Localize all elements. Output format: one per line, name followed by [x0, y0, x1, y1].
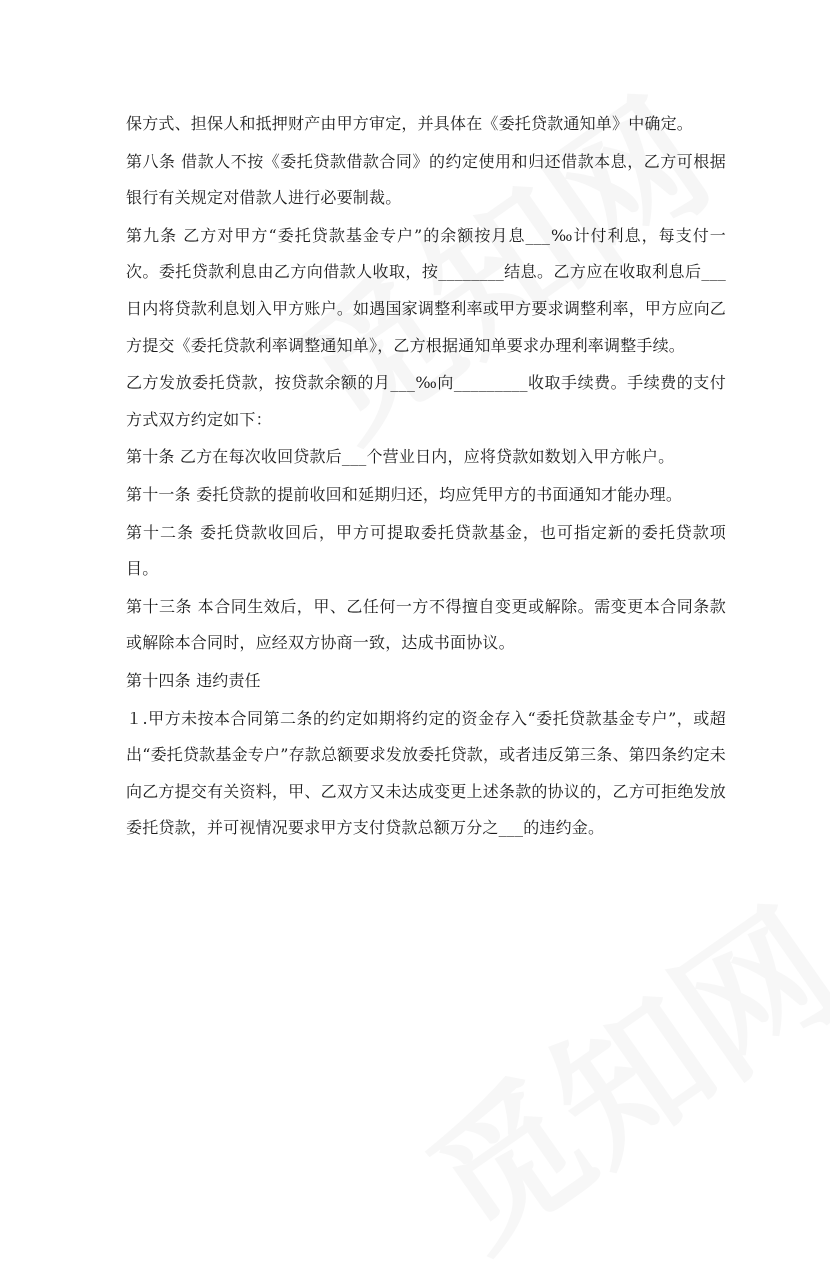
paragraph-handling-fee: 乙方发放委托贷款，按贷款余额的月___‰向_________收取手续费。手续费的支付方式双方约定如下：: [126, 373, 726, 429]
paragraph-article-14-item-1: １.甲方未按本合同第二条的约定如期将约定的资金存入“委托贷款基金专户”，或超出“委托贷款基金专户”存款总额要求发放委托贷款，或者违反第三条、第四条约定未向乙方提交有关资料，甲、乙双方又未达成变更上述条款的协议的，乙方可拒绝发放委托贷款，并可视情况要求甲方支付贷款总额万分之___的违约金。: [126, 708, 726, 838]
document-body: [126, 106, 726, 848]
watermark-bottom: [380, 852, 830, 1287]
paragraph-article-13: 第十三条 本合同生效后，甲、乙任何一方不得擅自变更或解除。需变更本合同条款或解除本合同时，应经双方协商一致，达成书面协议。: [126, 596, 726, 653]
paragraph-article-10: 第十条 乙方在每次收回贷款后___个营业日内，应将贷款如数划入甲方帐户。: [126, 447, 675, 467]
paragraph-article-9: 第九条 乙方对甲方“委托贷款基金专户”的余额按月息___‰计付利息，每支付一次。委托贷款利息由乙方向借款人收取，按________结息。乙方应在收取利息后___日内将贷款利息划入甲方账户。如遇国家调整利率或甲方要求调整利率，甲方应向乙方提交《委托贷款利率调整通知单》，乙方根据通知单要求办理利率调整手续。: [126, 225, 726, 355]
paragraph-article-11: 第十一条 委托贷款的提前收回和延期归还，均应凭甲方的书面通知才能办理。: [126, 484, 683, 504]
paragraph-article-8: 第八条 借款人不按《委托贷款借款合同》的约定使用和归还借款本息，乙方可根据银行有关规定对借款人进行必要制裁。: [126, 151, 726, 208]
paragraph-article-12: 第十二条 委托贷款收回后，甲方可提取委托贷款基金，也可指定新的委托贷款项目。: [126, 522, 726, 579]
paragraph-article-14-heading: 第十四条 违约责任: [126, 670, 261, 690]
paragraph-guarantee: 保方式、担保人和抵押财产由甲方审定，并具体在《委托贷款通知单》中确定。: [126, 114, 694, 133]
